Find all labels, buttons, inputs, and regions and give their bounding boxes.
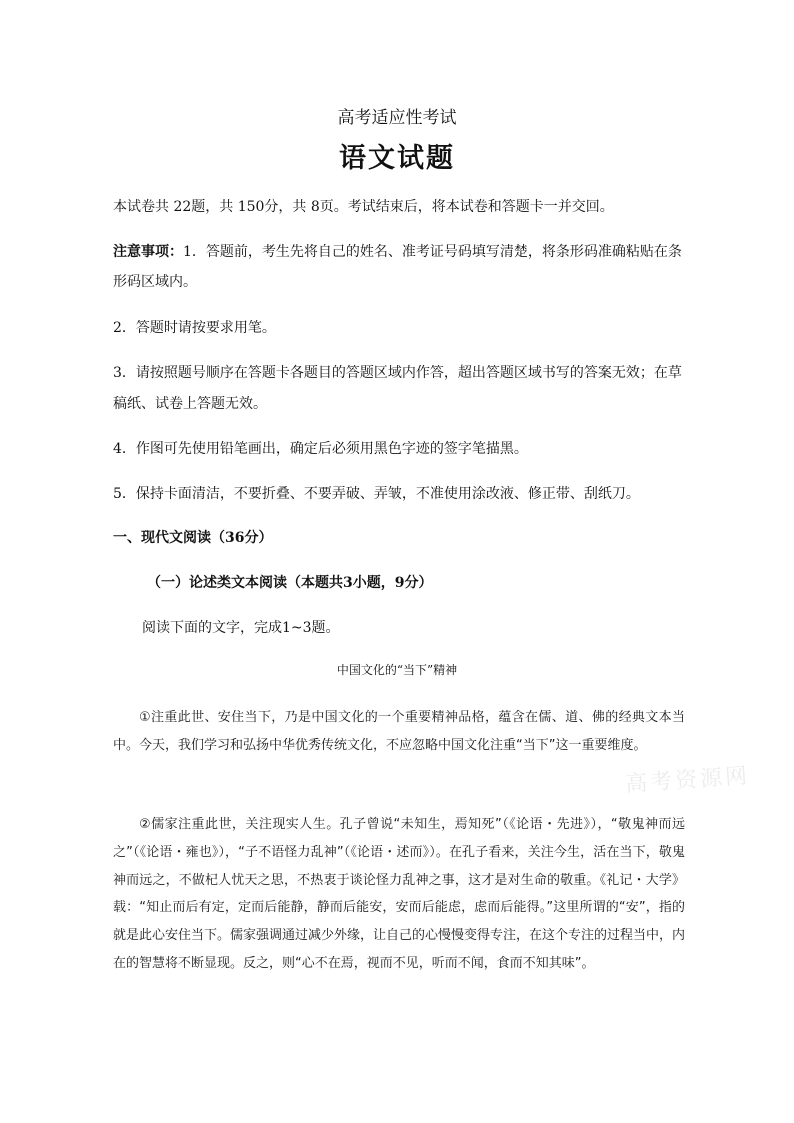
- article-paragraph-2: ②儒家注重此世，关注现实人生。孔子曾说“未知生，焉知死”（《论语・先进》），“敬鬼神而远之”（《论语・雍也》），“子不语怪力乱神”（《论语・述而》）。在孔子看来，关注今生，活在当下，敬鬼神而远之，不做杞人忧天之思，不热衷于谈论怪力乱神之事，这才是对生命的敬重。《礼记・大学》载：“知止而后有定，定而后能静，静而后能安，安而后能虑，虑而后能得。”这里所谓的“安”，指的就是此心安住当下。儒家强调通过减少外缘，让自己的心慢慢变得专注，在这个专注的过程当中，内在的智慧将不断显现。反之，则“心不在焉，视而不见，听而不闻，食而不知其味”。: [113, 817, 686, 971]
- exam-title: 语文试题: [339, 143, 455, 174]
- section-heading: 一、现代文阅读（36分）: [113, 530, 273, 546]
- exam-subtitle: 高考适应性考试: [337, 108, 457, 128]
- watermark: 高考资源网: [624, 763, 751, 798]
- article-title: 中国文化的“当下”精神: [336, 663, 458, 677]
- reading-instruction: 阅读下面的文字，完成1~3题。: [142, 620, 340, 636]
- notes-item-3: 3．请按照题号顺序在答题卡各题目的答题区域内作答，超出答题区域书写的答案无效；在草: [113, 365, 682, 381]
- notes-item-4: 4．作图可先使用铅笔画出，确定后必须用黑色字迹的签字笔描黑。: [113, 441, 528, 457]
- notes-item-1: 1．答题前，考生先将自己的姓名、准考证号码填写清楚，将条形码准确粘贴在条: [183, 244, 682, 260]
- notes-item-3-cont: 稿纸、试卷上答题无效。: [113, 396, 267, 412]
- article-paragraph-1: ①注重此世、安住当下，乃是中国文化的一个重要精神品格，蕴含在儒、道、佛的经典文本当中。今天，我们学习和弘扬中华优秀传统文化，不应忽略中国文化注重“当下”这一重要维度。: [113, 710, 685, 753]
- notes-line-1: [113, 242, 685, 262]
- notes-item-2: 2．答题时请按要求用笔。: [113, 320, 276, 336]
- notes-item-5: 5．保持卡面清洁，不要折叠、不要弄破、弄皱，不准使用涂改液、修正带、刮纸刀。: [113, 486, 640, 502]
- subsection-heading: （一）论述类文本阅读（本题共3小题，9分）: [147, 575, 433, 591]
- intro-text: 本试卷共 22题，共 150分，共 8页。考试结束后，将本试卷和答题卡一并交回。: [113, 199, 614, 215]
- notes-label: 注意事项：: [113, 244, 183, 260]
- notes-item-1-cont: 形码区域内。: [113, 274, 197, 290]
